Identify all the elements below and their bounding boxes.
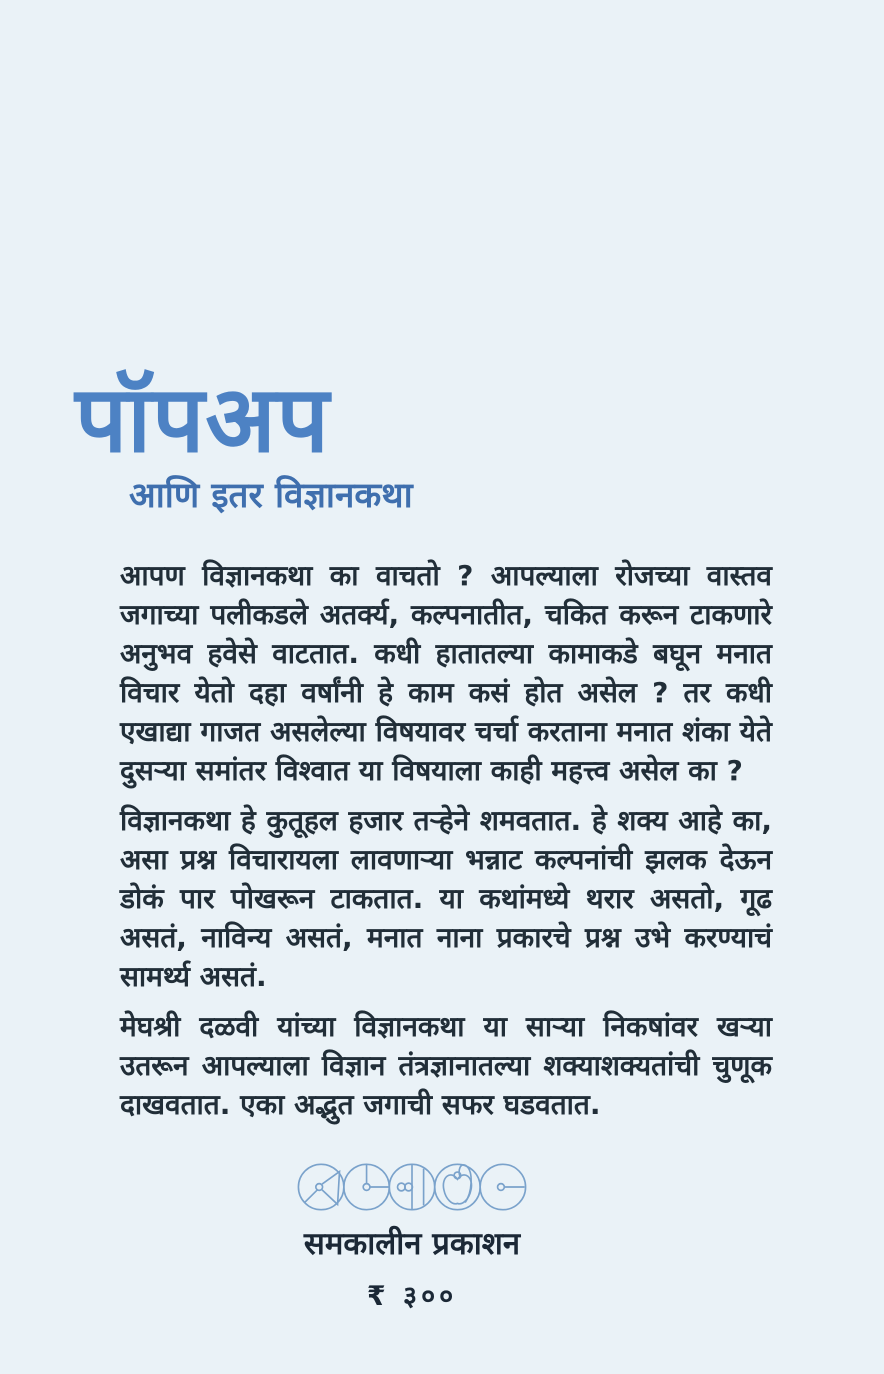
- blurb-paragraph: विज्ञानकथा हे कुतूहल हजार तऱ्हेने शमवतात. हे शक्य आहे का, असा प्रश्न विचारायला लावणाऱ्या भन्नाट कल्पनांची झलक देऊन डोकं पार पोखरून टाकतात. या कथांमध्ये थरार असतो, गूढ असतं, नाविन्य असतं, मनात नाना प्रकारचे प्रश्न उभे करण्याचं सामर्थ्य असतं.: [120, 804, 772, 993]
- price-label: ₹ ३००: [366, 1281, 458, 1312]
- title-block: [75, 366, 413, 517]
- back-cover-blurb: [120, 556, 772, 1124]
- publisher-name: समकालीन प्रकाशन: [303, 1226, 521, 1262]
- publisher-footer: [0, 1160, 824, 1313]
- blurb-paragraph: मेघश्री दळवी यांच्या विज्ञानकथा या साऱ्या निकषांवर खऱ्या उतरून आपल्याला विज्ञान तंत्रज्ञानातल्या शक्याशक्यतांची चुणूक दाखवतात. एका अद्भुत जगाची सफर घडवतात.: [120, 1010, 772, 1121]
- book-title: पॉपअप: [75, 366, 330, 473]
- blurb-paragraph: आपण विज्ञानकथा का वाचतो ? आपल्याला रोजच्या वास्तव जगाच्या पलीकडले अतर्क्य, कल्पनातीत, चकित करून टाकणारे अनुभव हवेसे वाटतात. कधी हातातल्या कामाकडे बघून मनात विचार येतो दहा वर्षांनी हे काम कसं होत असेल ? तर कधी एखाद्या गाजत असलेल्या विषयावर चर्चा करताना मनात शंका येते दुसऱ्या समांतर विश्वात या विषयाला काही महत्त्व असेल का ?: [120, 559, 772, 787]
- book-subtitle: आणि इतर विज्ञानकथा: [129, 475, 413, 516]
- samakaleen-circles-logo-icon: [296, 1160, 528, 1214]
